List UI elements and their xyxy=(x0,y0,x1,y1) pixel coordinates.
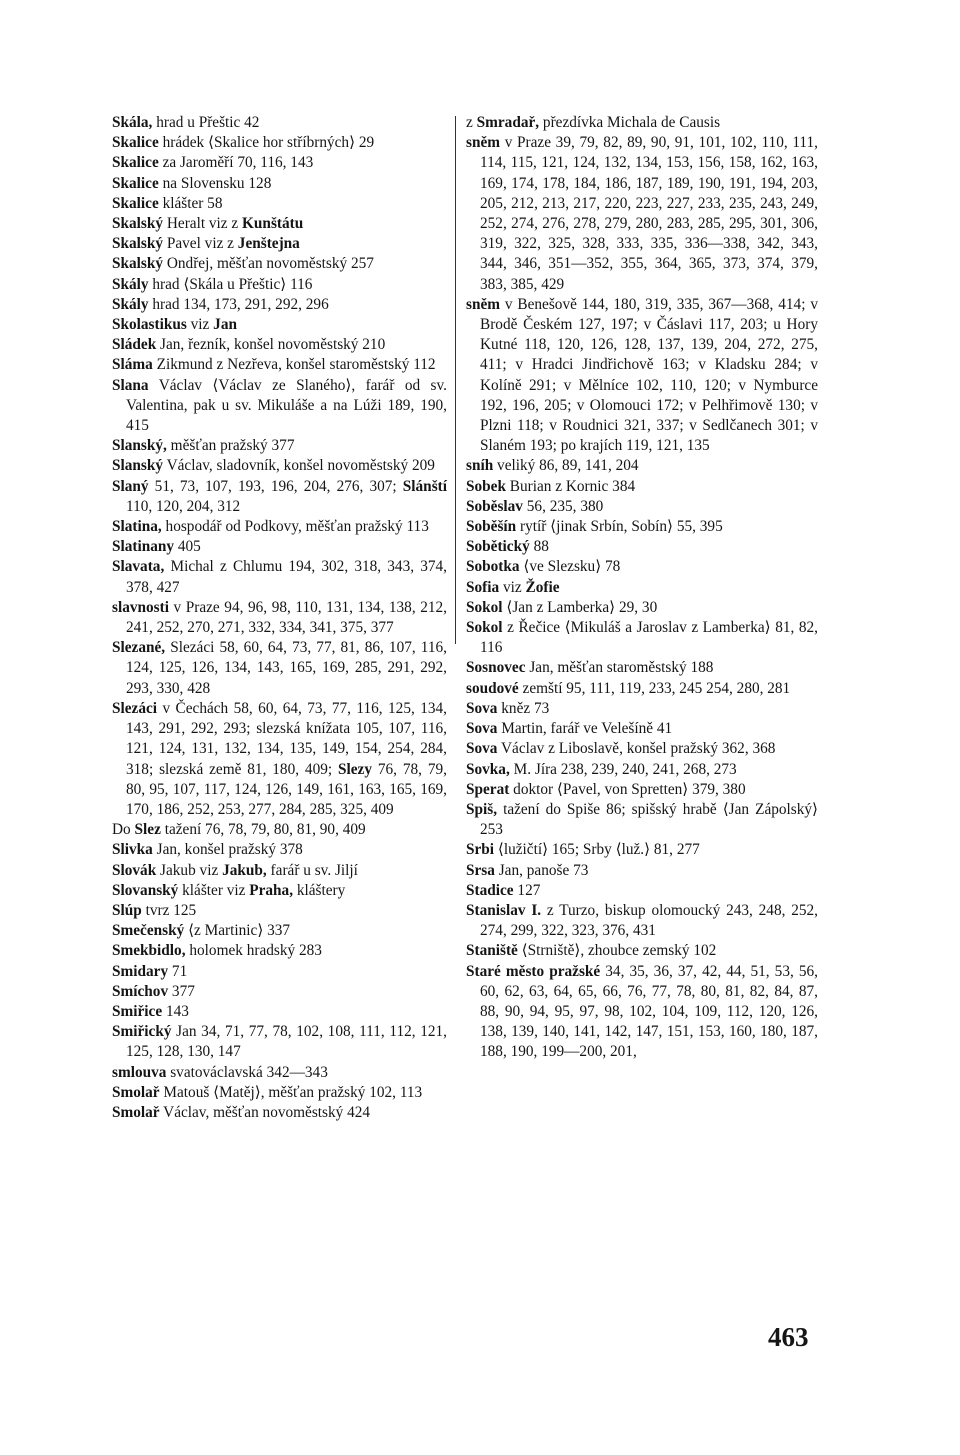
entry-text: Václav z Liboslavě, konšel pražský 362, 368 xyxy=(497,740,776,758)
entry-text: v Praze 94, 96, 98, 110, 131, 134, 138, 212, 241, 252, 270, 271, 332, 334, 341, 375, 377 xyxy=(126,598,447,637)
index-entry xyxy=(112,699,447,820)
entry-headword: Sosnovec xyxy=(466,659,526,677)
entry-text: ⟨Jan z Lamberka⟩ 29, 30 xyxy=(502,598,658,616)
entry-text: Martin, farář ve Velešíně 41 xyxy=(497,720,673,738)
entry-text: klášter 58 xyxy=(158,194,223,212)
entry-headword: Skalský xyxy=(112,255,164,273)
index-entry xyxy=(112,861,447,881)
entry-reference: Jan xyxy=(213,316,237,334)
entry-text: měšťan pražský 377 xyxy=(166,437,295,455)
entry-text: Jakub viz xyxy=(156,861,223,879)
entry-headword: Smidary xyxy=(112,962,169,980)
index-entry xyxy=(112,962,447,982)
entry-headword: Skalice xyxy=(112,194,159,212)
index-entry xyxy=(466,861,818,881)
entry-headword: Sova xyxy=(466,720,498,738)
entry-headword: Soběšín xyxy=(466,518,517,536)
index-entry xyxy=(466,113,818,133)
entry-headword: Skalice xyxy=(112,134,159,152)
entry-text: Matouš ⟨Matěj⟩, měšťan pražský 102, 113 xyxy=(159,1083,423,1101)
index-entry xyxy=(466,133,818,295)
index-entry xyxy=(466,598,818,618)
entry-headword: Sovka, xyxy=(466,760,510,778)
entry-headword: Sova xyxy=(466,699,498,717)
index-entry xyxy=(112,537,447,557)
entry-headword: Skály xyxy=(112,275,149,293)
entry-headword: Skalice xyxy=(112,154,159,172)
entry-reference: Slezy xyxy=(338,760,372,778)
entry-text: tvrz 125 xyxy=(141,901,197,919)
page-number: 463 xyxy=(768,1322,809,1352)
entry-text: hrad ⟨Skála u Přeštic⟩ 116 xyxy=(148,275,313,293)
entry-headword: Sofia xyxy=(466,578,500,596)
entry-text: hrad 134, 173, 291, 292, 296 xyxy=(148,295,329,313)
entry-prefix: z xyxy=(466,114,477,131)
entry-headword: Slivka xyxy=(112,841,153,859)
entry-headword: Staré město pražské xyxy=(466,962,601,980)
entry-headword: Skály xyxy=(112,295,149,313)
entry-text: Václav, měšťan novoměstský 424 xyxy=(159,1103,371,1121)
entry-headword: sníh xyxy=(466,457,494,475)
index-entry xyxy=(466,699,818,719)
index-entry xyxy=(466,477,818,497)
index-entry xyxy=(112,941,447,961)
index-entry xyxy=(112,436,447,456)
index-entry xyxy=(466,679,818,699)
entry-text: hrad u Přeštic 42 xyxy=(152,114,260,131)
entry-prefix: Do xyxy=(112,821,135,839)
index-entry xyxy=(466,497,818,517)
index-entry xyxy=(466,557,818,577)
entry-text: na Slovensku 128 xyxy=(158,174,272,192)
entry-headword: Slovák xyxy=(112,861,157,879)
index-entry xyxy=(112,840,447,860)
entry-headword: Stadice xyxy=(466,881,514,899)
entry-text: Zikmund z Nezřeva, konšel staroměstský 112 xyxy=(152,356,436,374)
entry-text: holomek hradský 283 xyxy=(185,942,322,960)
entry-headword: Slatinany xyxy=(112,538,175,556)
entry-text: ⟨ve Slezsku⟩ 78 xyxy=(519,558,621,576)
entry-headword: Sobotka xyxy=(466,558,520,576)
index-entry xyxy=(466,881,818,901)
index-entry xyxy=(112,254,447,274)
entry-text: zemští 95, 111, 119, 233, 245 254, 280, 281 xyxy=(518,679,791,697)
entry-headword: Skalice xyxy=(112,174,159,192)
index-entry xyxy=(466,719,818,739)
entry-text: Slezáci 58, 60, 64, 73, 77, 81, 86, 107, 116, 124, 125, 126, 134, 143, 165, 169, 285, 291, 292, 293, 330, 428 xyxy=(126,639,447,697)
entry-text: z Řečice ⟨Mikuláš a Jaroslav z Lamberka⟩ 81, 82, 116 xyxy=(480,619,818,657)
entry-headword: Slezané, xyxy=(112,639,166,657)
entry-headword: sněm xyxy=(466,295,500,313)
entry-headword: Slanský, xyxy=(112,437,167,455)
entry-headword: Skalský xyxy=(112,235,164,253)
index-entry xyxy=(112,982,447,1002)
entry-text: za Jaroměří 70, 116, 143 xyxy=(158,154,314,172)
entry-text: Jan, konšel pražský 378 xyxy=(152,841,303,859)
entry-text: svatováclavská 342—343 xyxy=(166,1063,328,1081)
entry-text: ⟨z Martinic⟩ 337 xyxy=(184,922,291,940)
entry-text: Michal z Chlumu 194, 302, 318, 343, 374, 378, 427 xyxy=(126,558,447,596)
entry-text: Jan 34, 71, 77, 78, 102, 108, 111, 112, 121, 125, 128, 130, 147 xyxy=(126,1023,447,1061)
entry-headword: Sláma xyxy=(112,356,153,374)
index-entry xyxy=(112,598,447,638)
entry-text: klášter viz xyxy=(178,881,250,899)
index-entry xyxy=(112,234,447,254)
index-entry xyxy=(466,537,818,557)
entry-headword: slavnosti xyxy=(112,598,169,616)
entry-text: 51, 73, 107, 193, 196, 204, 276, 307; xyxy=(148,477,403,495)
index-entry xyxy=(112,1083,447,1103)
index-entry xyxy=(466,941,818,961)
entry-headword: Slezáci xyxy=(112,699,158,717)
index-column-right xyxy=(466,113,818,1063)
entry-text-continued: 110, 120, 204, 312 xyxy=(126,497,241,515)
entry-headword: Slana xyxy=(112,376,149,394)
entry-text: 34, 35, 36, 37, 42, 44, 51, 53, 56, 60, 62, 63, 64, 65, 66, 76, 77, 78, 80, 81, 82, 84, 87, 88, 90, 94, 95, 97, 98, 102, 104, 109, 112, 120, 126, 138, 139, 140, 141, 142, 147, 151, 153, 160, 180, 187, 188, 190, 199—200, 201, xyxy=(480,962,818,1061)
index-entry xyxy=(112,315,447,335)
index-entry xyxy=(466,295,818,457)
index-column-left xyxy=(112,113,447,1123)
entry-headword: Srsa xyxy=(466,861,495,879)
index-entry xyxy=(112,921,447,941)
entry-text: viz xyxy=(499,578,526,596)
entry-headword: Smolař xyxy=(112,1103,160,1121)
entry-text: Václav ⟨Václav ze Slaného⟩, farář od sv. Valentina, pak u sv. Mikuláše a na Lúži 189, 190, 415 xyxy=(126,376,447,435)
index-entry xyxy=(466,901,818,941)
entry-text-continued: 76, 78, 79, 80, 95, 107, 117, 124, 126, 149, 161, 163, 165, 169, 170, 186, 252, 253, 277, 284, 285, 325, 409 xyxy=(126,760,447,818)
index-entry xyxy=(112,901,447,921)
entry-headword: Smiřice xyxy=(112,1002,163,1020)
entry-text: hospodář od Podkovy, měšťan pražský 113 xyxy=(161,518,429,536)
index-entry xyxy=(112,214,447,234)
index-entry xyxy=(112,456,447,476)
entry-text: v Praze 39, 79, 82, 89, 90, 91, 101, 102, 110, 111, 114, 115, 121, 124, 132, 134, 153, 156, 158, 162, 163, 169, 174, 178, 184, 186, 187, 189, 190, 191, 194, 203, 205, 212, 213, 217, 220, 223, 227, 233, 235, 243, 249, 252, 274, 276, 278, 279, 280, 283, 285, 295, 301, 306, 319, 322, 325, 328, 333, 335, 336—338, 342, 343, 344, 346, 351—352, 355, 364, 365, 373, 374, 379, 383, 385, 429 xyxy=(480,134,818,293)
entry-text: Jan, měšťan staroměstský 188 xyxy=(525,659,714,677)
entry-headword: Smečenský xyxy=(112,922,185,940)
entry-text: ⟨Strniště⟩, zhoubce zemský 102 xyxy=(517,942,717,960)
index-entry xyxy=(112,376,447,437)
index-entry xyxy=(112,881,447,901)
entry-headword: Smradař, xyxy=(476,114,540,131)
index-entry xyxy=(112,638,447,699)
index-entry xyxy=(112,153,447,173)
index-entry xyxy=(112,113,447,133)
index-entry xyxy=(112,557,447,597)
entry-reference: Jakub, xyxy=(222,861,267,879)
entry-text: Václav, sladovník, konšel novoměstský 209 xyxy=(163,457,435,475)
index-entry xyxy=(112,295,447,315)
index-entry xyxy=(466,800,818,840)
entry-headword: Slatina, xyxy=(112,518,162,536)
index-entry xyxy=(112,133,447,153)
entry-text: z Turzo, biskup olomoucký 243, 248, 252, 274, 299, 322, 323, 376, 431 xyxy=(480,901,818,940)
entry-text: 377 xyxy=(168,982,195,1000)
entry-text: hrádek ⟨Skalice hor stříbrných⟩ 29 xyxy=(158,134,375,152)
entry-headword: Slovanský xyxy=(112,881,179,899)
entry-headword: Slúp xyxy=(112,901,142,919)
entry-headword: Sobětický xyxy=(466,538,530,556)
entry-text-continued: klášterу xyxy=(293,881,346,899)
entry-headword: Sperat xyxy=(466,780,510,798)
entry-text: rytíř ⟨jinak Srbín, Sobín⟩ 55, 395 xyxy=(516,518,723,536)
index-entry xyxy=(466,517,818,537)
index-entry xyxy=(466,962,818,1063)
entry-text-continued: farář u sv. Jiljí xyxy=(266,861,358,879)
index-entry xyxy=(112,517,447,537)
entry-text: 56, 235, 380 xyxy=(522,497,604,515)
entry-headword: Smekbidlo, xyxy=(112,942,186,960)
entry-headword: smlouva xyxy=(112,1063,167,1081)
entry-text: tažení do Spiše 86; spišský hrabě ⟨Jan Zápolský⟩ 253 xyxy=(480,800,818,839)
entry-text: 88 xyxy=(529,538,549,556)
entry-headword: Soběslav xyxy=(466,497,523,515)
entry-text: Heralt viz z xyxy=(163,215,243,233)
index-entry xyxy=(112,335,447,355)
entry-text: viz xyxy=(186,316,214,334)
entry-headword: Skalský xyxy=(112,215,164,233)
entry-reference: Praha, xyxy=(249,881,294,899)
entry-headword: Sokol xyxy=(466,598,503,616)
entry-reference: Žofie xyxy=(525,578,560,596)
entry-headword: Smolař xyxy=(112,1083,160,1101)
entry-headword: Smíchov xyxy=(112,982,169,1000)
entry-text: ⟨lužičtí⟩ 165; Srby ⟨luž.⟩ 81, 277 xyxy=(494,841,700,859)
entry-reference: Kunštátu xyxy=(242,215,304,233)
index-entry xyxy=(466,456,818,476)
entry-headword: Sokol xyxy=(466,619,503,637)
entry-headword: Sova xyxy=(466,740,498,758)
index-entry xyxy=(466,658,818,678)
entry-headword: Slaný xyxy=(112,477,149,495)
index-entry xyxy=(112,1063,447,1083)
index-entry xyxy=(112,477,447,517)
entry-text: v Benešově 144, 180, 319, 335, 367—368, 414; v Brodě Českém 127, 197; v Čáslavi 117, 203; u Hory Kutné 118, 120, 126, 128, 137, 139, 204, 272, 275, 411; v Hradci Jindřichově 163; v Kladsku 284; v Kolíně 291; v Mělníce 102, 110, 120; v Nymburce 192, 196, 205; v Olomouci 172; v Pelhřimově 130; v Plzni 118; v Roudnici 321, 337; v Sedlčanech 301; v Slaném 193; po krajích 119, 121, 135 xyxy=(480,295,818,455)
index-entry xyxy=(112,1002,447,1022)
entry-headword: Skolastikus xyxy=(112,316,187,334)
entry-text: Ondřej, měšťan novoměstský 257 xyxy=(163,255,374,273)
index-entry xyxy=(466,578,818,598)
index-entry xyxy=(112,275,447,295)
entry-text: Pavel viz z xyxy=(163,235,238,253)
entry-headword: sněm xyxy=(466,134,500,152)
index-entry xyxy=(112,1103,447,1123)
entry-text: 71 xyxy=(168,962,188,980)
index-entry xyxy=(466,760,818,780)
entry-text: přezdívka Michala de Causis xyxy=(539,114,721,131)
entry-text: doktor ⟨Pavel, von Spretten⟩ 379, 380 xyxy=(509,780,746,798)
entry-text: veliký 86, 89, 141, 204 xyxy=(493,457,639,475)
entry-text: Jan, řezník, konšel novoměstský 210 xyxy=(156,336,386,354)
entry-text: Jan, panoše 73 xyxy=(494,861,589,879)
index-entry xyxy=(466,739,818,759)
index-entry xyxy=(112,174,447,194)
entry-headword: Sobek xyxy=(466,477,506,495)
entry-headword: Sládek xyxy=(112,336,157,354)
index-entry xyxy=(112,194,447,214)
entry-text: Burian z Kornic 384 xyxy=(505,477,636,495)
entry-headword: Spiš, xyxy=(466,800,498,818)
entry-text: kněz 73 xyxy=(497,699,550,717)
index-entry xyxy=(112,820,447,840)
entry-text: tažení 76, 78, 79, 80, 81, 90, 409 xyxy=(160,821,366,839)
index-entry xyxy=(112,355,447,375)
index-entry xyxy=(466,618,818,658)
entry-headword: Slavata, xyxy=(112,558,165,576)
entry-text: M. Jíra 238, 239, 240, 241, 268, 273 xyxy=(509,760,737,778)
entry-reference: Slánští xyxy=(402,477,447,495)
entry-text: 127 xyxy=(513,881,541,899)
entry-text: v Čechách 58, 60, 64, 73, 77, 116, 125, 134, 143, 291, 292, 293; slezská knížata 105, 107, 116, 121, 124, 131, 132, 134, 135, 149, 154, 254, 284, 318; slezská země 81, 180, 409; xyxy=(126,699,447,778)
entry-headword: soudové xyxy=(466,679,519,697)
entry-reference: Jenštejna xyxy=(237,235,300,253)
entry-text: 143 xyxy=(162,1002,189,1020)
entry-headword: Slez xyxy=(134,821,161,839)
entry-text: 405 xyxy=(174,538,201,556)
column-divider xyxy=(455,116,456,644)
index-entry xyxy=(466,840,818,860)
entry-headword: Srbi xyxy=(466,841,495,859)
index-entry xyxy=(112,1022,447,1062)
entry-headword: Slanský xyxy=(112,457,164,475)
index-entry xyxy=(466,780,818,800)
entry-headword: Staniště xyxy=(466,942,518,960)
entry-headword: Stanislav I. xyxy=(466,901,542,919)
entry-headword: Smiřický xyxy=(112,1023,172,1041)
entry-headword: Skála, xyxy=(112,114,153,131)
